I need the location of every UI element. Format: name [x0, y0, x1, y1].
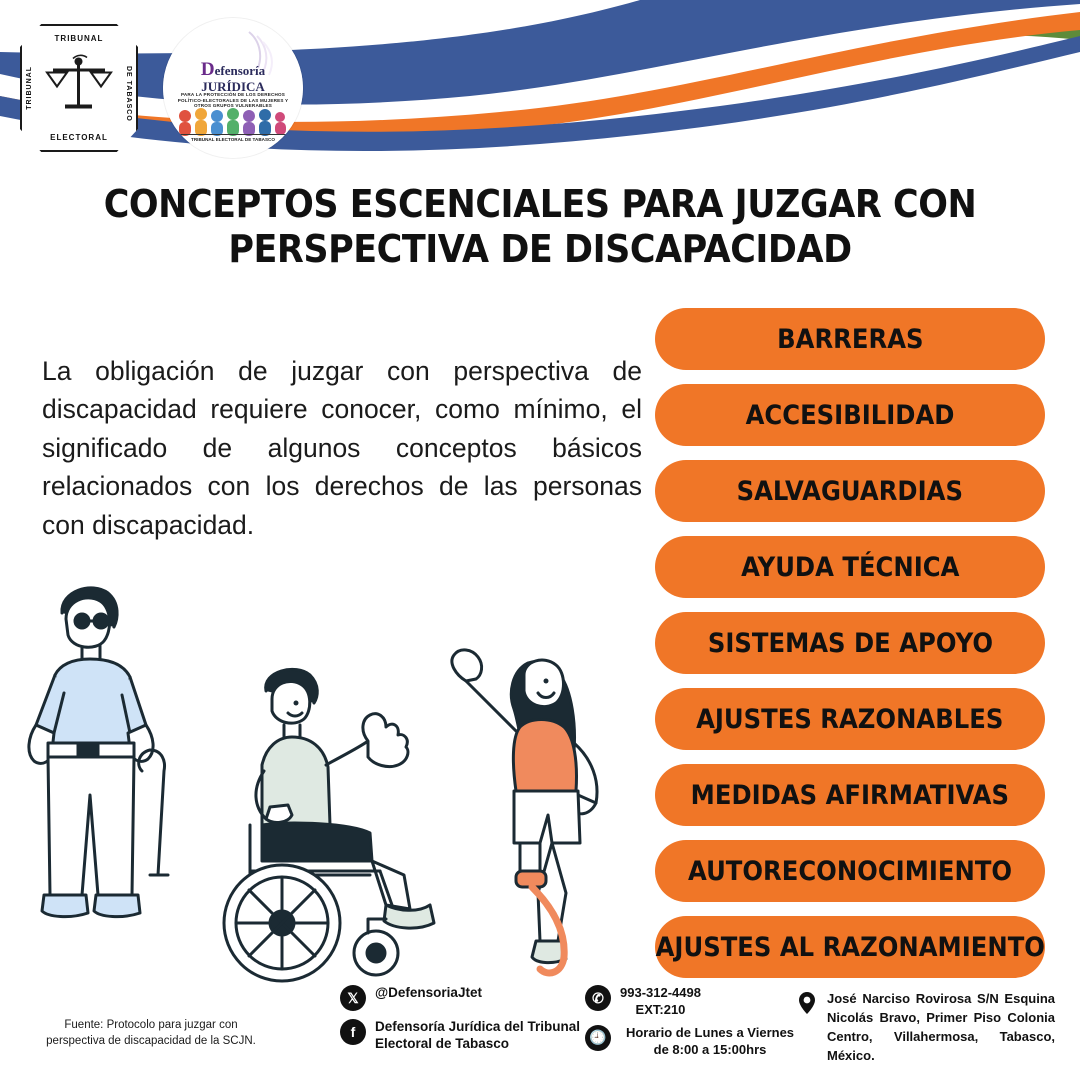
footer-address [795, 990, 1060, 1065]
concept-label: AUTORECONOCIMIENTO [687, 855, 1013, 887]
concept-pill[interactable] [655, 384, 1045, 446]
concept-pill[interactable] [655, 536, 1045, 598]
page-title: CONCEPTOS ESCENCIALES PARA JUZGAR CON PERSPECTIVA DE DISCAPACIDAD [103, 182, 977, 271]
concept-label: BARRERAS [776, 323, 924, 355]
concept-pill[interactable] [655, 764, 1045, 826]
disability-illustration [0, 575, 660, 995]
concept-label: AYUDA TÉCNICA [740, 551, 960, 583]
location-pin-icon [795, 991, 819, 1015]
person-in-wheelchair [224, 669, 434, 981]
x-handle: @DefensoriaJtet [375, 985, 482, 1000]
schedule-text: Horario de Lunes a Viernes de 8:00 a 15:00hrs [625, 1024, 795, 1057]
person-with-crutch [29, 588, 168, 917]
concept-label: SISTEMAS DE APOYO [707, 627, 993, 659]
concept-label: AJUSTES AL RAZONAMIENTO [655, 931, 1045, 963]
seal-top-text: TRIBUNAL [54, 34, 104, 43]
concept-label: AJUSTES RAZONABLES [696, 703, 1004, 735]
concept-pill[interactable] [655, 688, 1045, 750]
address-text: José Narciso Rovirosa S/N Esquina Nicolás Bravo, Primer Piso Colonia Centro, Villahermosa, Tabasco, México. [827, 991, 1055, 1063]
logo-title-line2: JURÍDICA [201, 78, 265, 94]
logo-footer: TRIBUNAL ELECTORAL DE TABASCO [171, 134, 295, 142]
schedule-row [585, 1025, 800, 1059]
facebook-name: Defensoría Jurídica del Tribunal Electoral de Tabasco [375, 1019, 580, 1051]
intro-paragraph: La obligación de juzgar con perspectiva de discapacidad requiere conocer, como mínimo, el significado de algunos conceptos básicos relacionados con los derechos de las personas con discapacidad. [42, 356, 642, 540]
concept-pill[interactable] [655, 840, 1045, 902]
concept-label: MEDIDAS AFIRMATIVAS [690, 779, 1010, 811]
footer-social [340, 985, 600, 1061]
logo-title [163, 60, 303, 94]
seal-left-text: TRIBUNAL [26, 66, 33, 110]
seal-right-text: DE TABASCO [125, 66, 132, 122]
clock-icon: 🕘 [585, 1025, 611, 1051]
logo-title-line1: efensoría [214, 63, 266, 78]
tribunal-seal-logo [20, 24, 138, 152]
concept-label: ACCESIBILIDAD [745, 399, 955, 431]
x-twitter-icon: 𝕏 [340, 985, 366, 1011]
source-note: Fuente: Protocolo para juzgar con perspectiva de discapacidad de la SCJN. [46, 1019, 256, 1047]
seal-bottom-text: ELECTORAL [50, 133, 108, 142]
phone-extension: EXT:210 [635, 1001, 686, 1017]
concepts-list [655, 308, 1045, 992]
facebook-account-row[interactable] [340, 1019, 600, 1053]
logo-subtitle: PARA LA PROTECCIÓN DE LOS DERECHOS POLÍTICO-ELECTORALES DE LAS MUJERES Y OTROS GRUPOS VULNERABLES [177, 92, 289, 109]
defensoria-juridica-logo [163, 18, 303, 158]
concept-pill[interactable] [655, 460, 1045, 522]
phone-number: 993-312-4498 [620, 985, 701, 1000]
footer-contact [585, 985, 800, 1065]
concept-label: SALVAGUARDIAS [736, 475, 964, 507]
person-with-prosthetic-leg [452, 650, 597, 973]
concept-pill[interactable] [655, 612, 1045, 674]
concept-pill[interactable] [655, 308, 1045, 370]
concept-pill[interactable] [655, 916, 1045, 978]
scales-of-justice-icon [43, 55, 115, 122]
header-wave-band [0, 0, 1080, 190]
phone-icon: ✆ [585, 985, 611, 1011]
x-account-row[interactable] [340, 985, 600, 1011]
logo-initial: D [200, 59, 215, 80]
facebook-icon: f [340, 1019, 366, 1045]
phone-row[interactable] [585, 985, 800, 1019]
